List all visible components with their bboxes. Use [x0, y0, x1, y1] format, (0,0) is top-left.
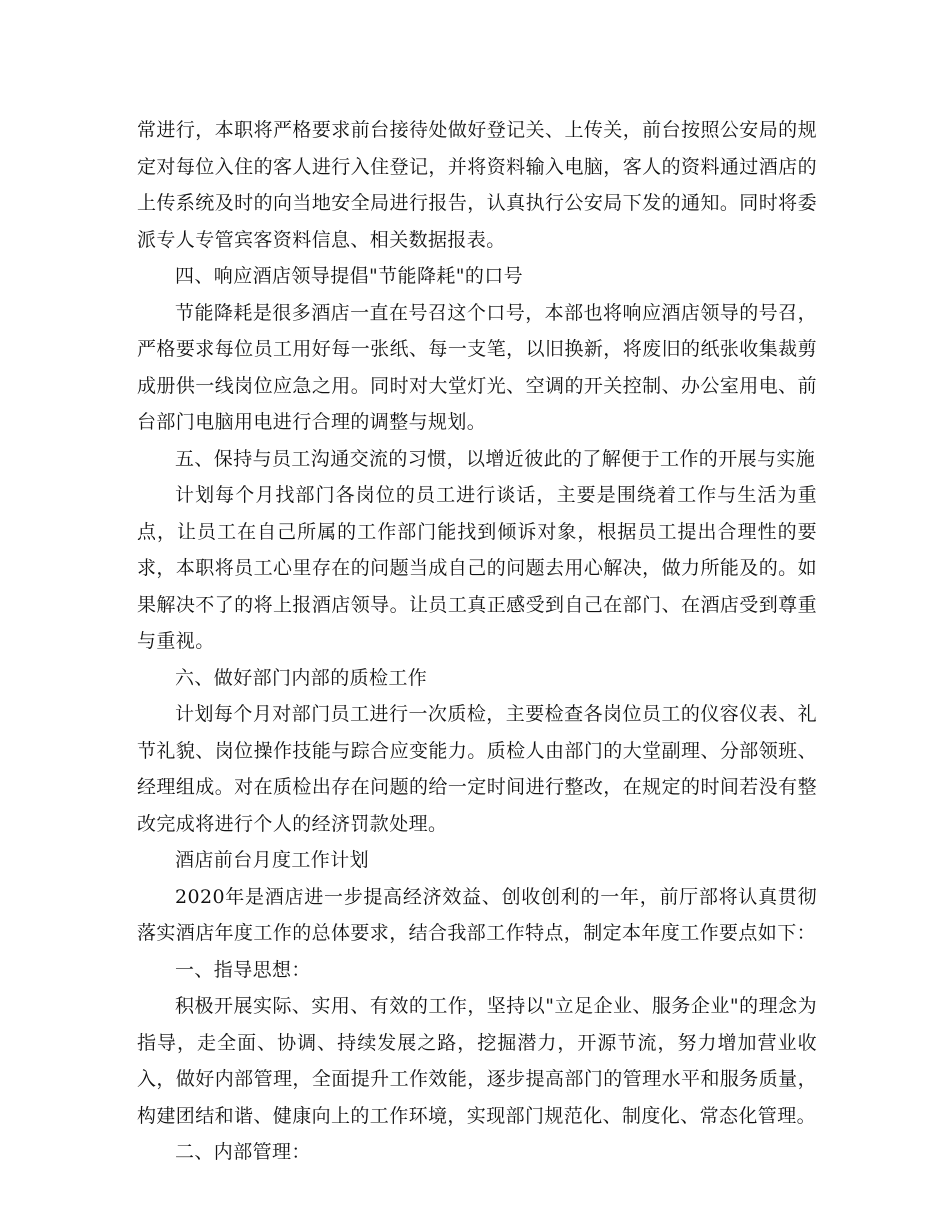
document-body [137, 112, 817, 1171]
section-heading-guiding-thought: 一、指导思想： [175, 958, 311, 981]
document-subtitle: 酒店前台月度工作计划 [175, 849, 370, 871]
paragraph-guiding-thought: 积极开展实际、实用、有效的工作，坚持以"立足企业、服务企业"的理念为指导，走全面、协调、持续发展之路，挖掘潜力，开源节流，努力增加营业收入，做好内部管理，全面提升工作效能，逐步提高部门的管理水平和服务质量，构建团结和谐、健康向上的工作环境，实现部门规范化、制度化、常态化管理。 [137, 995, 817, 1127]
paragraph-quality-check: 计划每个月对部门员工进行一次质检，主要检查各岗位员工的仪容仪表、礼节礼貌、岗位操作技能与踪合应变能力。质检人由部门的大堂副理、分部领班、经理组成。对在质检出存在问题的给一定时间进行整改，在规定的时间若没有整改完成将进行个人的经济罚款处理。 [137, 703, 817, 835]
section-heading-6: 六、做好部门内部的质检工作 [175, 666, 428, 689]
section-heading-5: 五、保持与员工沟通交流的习惯，以增近彼此的了解便于工作的开展与实施 [175, 447, 816, 470]
paragraph-continuation: 常进行，本职将严格要求前台接待处做好登记关、上传关，前台按照公安局的规定对每位入住的客人进行入住登记，并将资料输入电脑，客人的资料通过酒店的上传系统及时的向当地安全局进行报告，认真执行公安局下发的通知。同时将委派专人专管宾客资料信息、相关数据报表。 [137, 119, 817, 251]
paragraph-energy-saving: 节能降耗是很多酒店一直在号召这个口号，本部也将响应酒店领导的号召，严格要求每位员工用好每一张纸、每一支笔，以旧换新，将废旧的纸张收集裁剪成册供一线岗位应急之用。同时对大堂灯光、空调的开关控制、办公室用电、前台部门电脑用电进行合理的调整与规划。 [137, 301, 817, 433]
section-heading-internal-management: 二、内部管理： [175, 1141, 311, 1163]
paragraph-annual-intro: 2020年是酒店进一步提高经济效益、创收创利的一年，前厅部将认真贯彻落实酒店年度工作的总体要求，结合我部工作特点，制定本年度工作要点如下： [137, 885, 817, 944]
section-heading-4: 四、响应酒店领导提倡"节能降耗"的口号 [175, 265, 524, 287]
paragraph-staff-communication: 计划每个月找部门各岗位的员工进行谈话，主要是围绕着工作与生活为重点，让员工在自己所属的工作部门能找到倾诉对象，根据员工提出合理性的要求，本职将员工心里存在的问题当成自己的问题去用心解决，做力所能及的。如果解决不了的将上报酒店领导。让员工真正感受到自己在部门、在酒店受到尊重与重视。 [137, 484, 817, 652]
